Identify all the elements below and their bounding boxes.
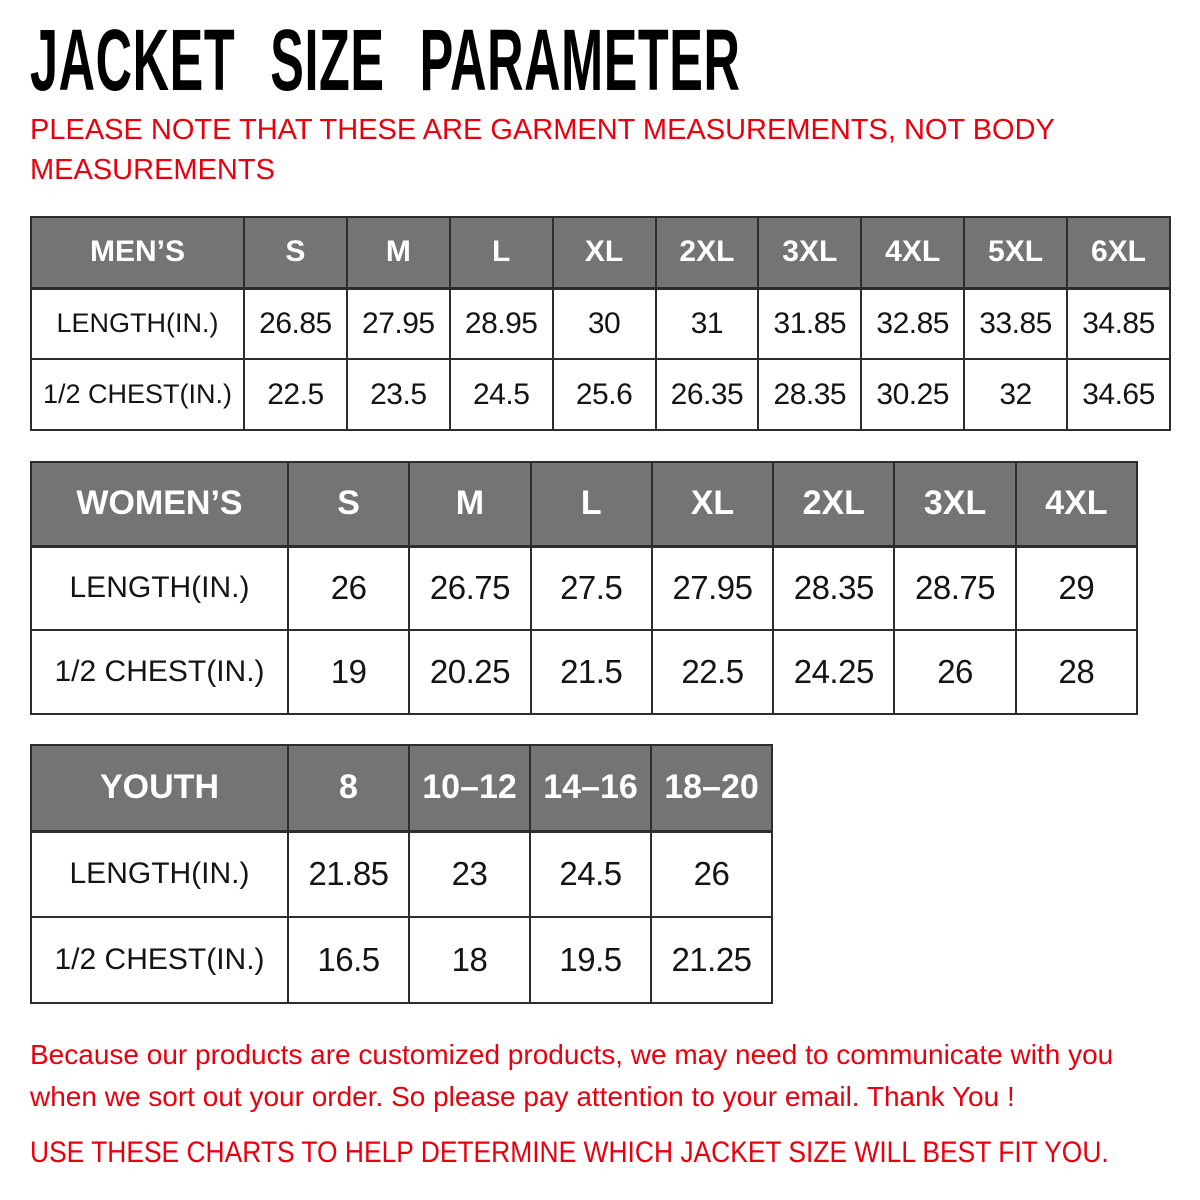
size-value-cell: 26: [894, 630, 1015, 714]
table-row: [31, 359, 1170, 430]
page-title: [30, 10, 1170, 109]
size-column-header: 2XL: [773, 462, 894, 546]
size-value-cell: 23.5: [347, 359, 450, 430]
size-column-header: S: [288, 462, 409, 546]
size-value-cell: 21.5: [531, 630, 652, 714]
size-value-cell: 30: [553, 288, 656, 359]
size-value-cell: 24.5: [450, 359, 553, 430]
table-row: [31, 917, 772, 1003]
size-value-cell: 16.5: [288, 917, 409, 1003]
size-column-header: L: [450, 217, 553, 288]
size-value-cell: 19: [288, 630, 409, 714]
row-label: 1/2 CHEST(IN.): [31, 359, 244, 430]
size-value-cell: 24.5: [530, 831, 651, 917]
size-group-header: YOUTH: [31, 745, 288, 831]
size-column-header: M: [409, 462, 530, 546]
size-value-cell: 26.85: [244, 288, 347, 359]
size-value-cell: 28.75: [894, 546, 1015, 630]
size-value-cell: 27.5: [531, 546, 652, 630]
size-group-header: MEN’S: [31, 217, 244, 288]
size-column-header: 14–16: [530, 745, 651, 831]
size-column-header: 4XL: [861, 217, 964, 288]
size-value-cell: 22.5: [652, 630, 773, 714]
size-column-header: 8: [288, 745, 409, 831]
table-header-row: [31, 462, 1137, 546]
size-column-header: M: [347, 217, 450, 288]
size-value-cell: 28.35: [758, 359, 861, 430]
garment-measurement-note-line2: MEASUREMENTS: [30, 154, 275, 187]
size-value-cell: 24.25: [773, 630, 894, 714]
size-value-cell: 19.5: [530, 917, 651, 1003]
size-value-cell: 21.25: [651, 917, 772, 1003]
size-value-cell: 22.5: [244, 359, 347, 430]
row-label: LENGTH(IN.): [31, 831, 288, 917]
size-column-header: S: [244, 217, 347, 288]
size-value-cell: 29: [1016, 546, 1137, 630]
size-value-cell: 26.75: [409, 546, 530, 630]
size-value-cell: 34.85: [1067, 288, 1170, 359]
size-value-cell: 32: [964, 359, 1067, 430]
size-value-cell: 30.25: [861, 359, 964, 430]
size-value-cell: 32.85: [861, 288, 964, 359]
table-row: [31, 288, 1170, 359]
size-column-header: L: [531, 462, 652, 546]
size-value-cell: 21.85: [288, 831, 409, 917]
table-row: [31, 831, 772, 917]
size-value-cell: 33.85: [964, 288, 1067, 359]
page-title-text: JACKET SIZE PARAMETER: [30, 10, 741, 109]
size-value-cell: 18: [409, 917, 530, 1003]
table-header-row: [31, 745, 772, 831]
size-column-header: 6XL: [1067, 217, 1170, 288]
size-value-cell: 20.25: [409, 630, 530, 714]
size-value-cell: 25.6: [553, 359, 656, 430]
row-label: 1/2 CHEST(IN.): [31, 630, 288, 714]
mens-size-table: [30, 216, 1171, 431]
table-row: [31, 546, 1137, 630]
size-column-header: 3XL: [758, 217, 861, 288]
table-header-row: [31, 217, 1170, 288]
size-column-header: 2XL: [656, 217, 759, 288]
size-column-header: 4XL: [1016, 462, 1137, 546]
size-value-cell: 27.95: [347, 288, 450, 359]
size-value-cell: 23: [409, 831, 530, 917]
size-value-cell: 26: [651, 831, 772, 917]
size-value-cell: 34.65: [1067, 359, 1170, 430]
size-column-header: 3XL: [894, 462, 1015, 546]
size-column-header: 10–12: [409, 745, 530, 831]
size-column-header: 5XL: [964, 217, 1067, 288]
custom-order-note: [30, 1034, 1170, 1118]
womens-size-table: [30, 461, 1138, 715]
size-value-cell: 26.35: [656, 359, 759, 430]
garment-measurement-note: [30, 110, 1170, 190]
size-value-cell: 31.85: [758, 288, 861, 359]
row-label: 1/2 CHEST(IN.): [31, 917, 288, 1003]
size-value-cell: 31: [656, 288, 759, 359]
garment-measurement-note-line1: PLEASE NOTE THAT THESE ARE GARMENT MEASUREMENTS, NOT BODY: [30, 114, 1055, 146]
size-value-cell: 26: [288, 546, 409, 630]
chart-usage-note-text: USE THESE CHARTS TO HELP DETERMINE WHICH JACKET SIZE WILL BEST FIT YOU.: [30, 1136, 1109, 1170]
size-group-header: WOMEN’S: [31, 462, 288, 546]
size-column-header: XL: [652, 462, 773, 546]
table-row: [31, 630, 1137, 714]
size-value-cell: 28.35: [773, 546, 894, 630]
youth-size-table: [30, 744, 773, 1004]
size-column-header: XL: [553, 217, 656, 288]
size-value-cell: 28.95: [450, 288, 553, 359]
row-label: LENGTH(IN.): [31, 546, 288, 630]
custom-order-note-line1: Because our products are customized products, we may need to communicate with you: [30, 1039, 1114, 1071]
chart-usage-note: [30, 1132, 1170, 1174]
custom-order-note-line2: when we sort out your order. So please pay attention to your email. Thank You !: [30, 1081, 1015, 1113]
size-value-cell: 28: [1016, 630, 1137, 714]
row-label: LENGTH(IN.): [31, 288, 244, 359]
size-value-cell: 27.95: [652, 546, 773, 630]
size-column-header: 18–20: [651, 745, 772, 831]
